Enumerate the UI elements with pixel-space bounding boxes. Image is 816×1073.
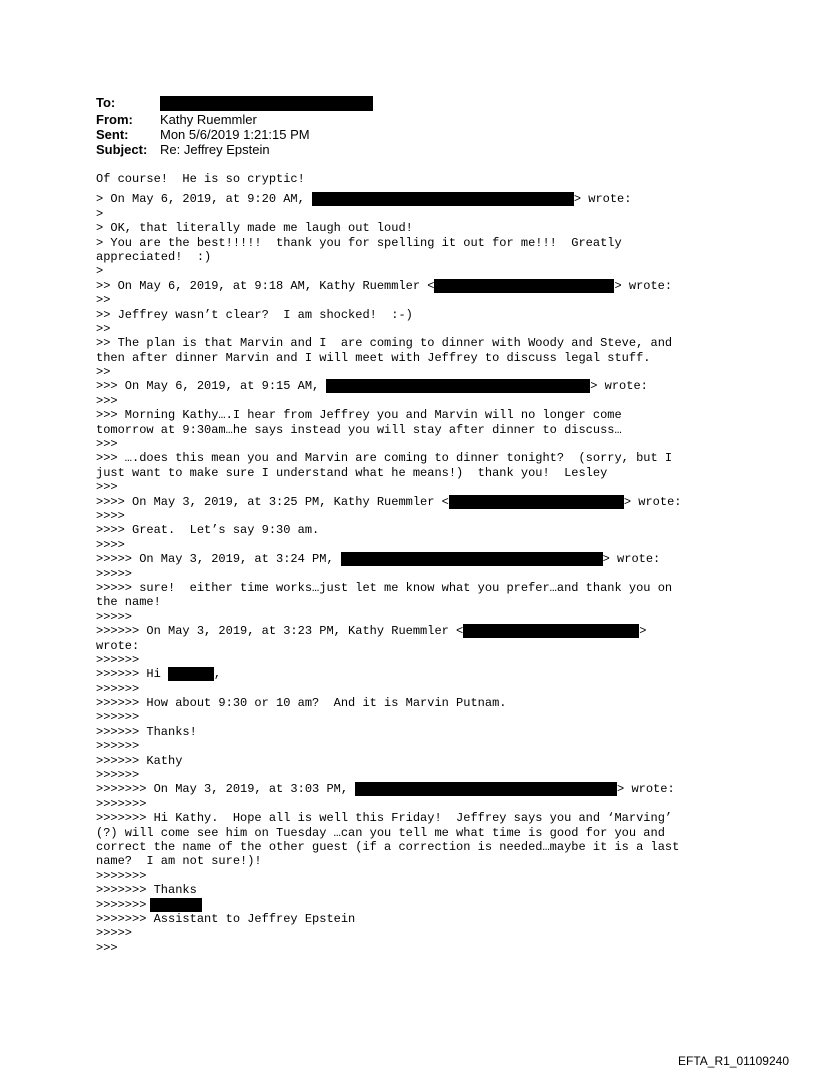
to-row xyxy=(96,95,373,111)
body-line: >>>>>> xyxy=(96,768,140,783)
sent-row xyxy=(96,127,310,143)
line-text: , xyxy=(213,667,222,682)
body-line: > xyxy=(96,206,104,221)
redaction-block xyxy=(341,552,603,566)
body-line: >>>>>> xyxy=(96,652,140,667)
redaction-block xyxy=(434,279,614,293)
line-text: > wrote: xyxy=(623,494,682,509)
line-text: > wrote: xyxy=(614,278,673,293)
redaction-block xyxy=(160,96,373,111)
body-line: >>>>>>> xyxy=(96,868,147,883)
subject-label: Subject: xyxy=(96,142,148,157)
body-line: >>> ….does this mean you and Marvin are coming to dinner tonight? (sorry, but I xyxy=(96,451,673,466)
body-line: >>> Morning Kathy….I hear from Jeffrey you and Marvin will no longer come xyxy=(96,408,622,423)
body-line: (?) will come see him on Tuesday …can you tell me what time is good for you and xyxy=(96,825,665,840)
body-line: wrote: xyxy=(96,638,140,653)
line-text: >> On May 6, 2019, at 9:18 AM, Kathy Ruemmler < xyxy=(96,278,435,293)
body-line: >>>>>>> Assistant to Jeffrey Epstein xyxy=(96,911,356,926)
line-text: >>> On May 6, 2019, at 9:15 AM, xyxy=(96,379,320,394)
body-line xyxy=(96,379,796,393)
body-line xyxy=(96,898,796,912)
body-line: >>>>>> xyxy=(96,681,140,696)
body-line: >>>>>> xyxy=(96,710,140,725)
redaction-block xyxy=(168,667,214,681)
body-line: >> Jeffrey wasn’t clear? I am shocked! :-) xyxy=(96,307,413,322)
line-text: > xyxy=(639,624,647,639)
body-line: >>>>>> Thanks! xyxy=(96,724,197,739)
line-text: >>>> On May 3, 2019, at 3:25 PM, Kathy Ruemmler < xyxy=(96,494,449,509)
body-line: appreciated! :) xyxy=(96,249,212,264)
body-line xyxy=(96,192,796,206)
line-text: > On May 6, 2019, at 9:20 AM, xyxy=(96,192,305,207)
body-line: >>>>> xyxy=(96,566,133,581)
body-line: tomorrow at 9:30am…he says instead you will stay after dinner to discuss… xyxy=(96,422,622,437)
line-text: >>>>>>> On May 3, 2019, at 3:03 PM, xyxy=(96,782,349,797)
body-line: >>>> xyxy=(96,537,125,552)
to-label: To: xyxy=(96,95,116,110)
body-line: >>> xyxy=(96,940,118,955)
body-line: > OK, that literally made me laugh out loud! xyxy=(96,221,413,236)
body-line: correct the name of the other guest (if a correction is needed…maybe it is a last xyxy=(96,839,680,854)
body-line: >>> xyxy=(96,437,118,452)
email-body xyxy=(96,172,796,955)
body-line: >>>> Great. Let’s say 9:30 am. xyxy=(96,523,320,538)
from-value: Kathy Ruemmler xyxy=(160,112,257,127)
body-line: >>>>>>> Thanks xyxy=(96,883,197,898)
from-label: From: xyxy=(96,112,133,127)
document-id: EFTA_R1_01109240 xyxy=(678,1054,789,1068)
body-line xyxy=(96,667,796,681)
body-line xyxy=(96,552,796,566)
body-line: >>>> xyxy=(96,508,125,523)
redaction-block xyxy=(449,495,624,509)
body-line: >>>>> sure! either time works…just let me know what you prefer…and thank you on xyxy=(96,580,673,595)
body-line: >> xyxy=(96,365,111,380)
line-text: >>>>>> On May 3, 2019, at 3:23 PM, Kathy Ruemmler < xyxy=(96,624,464,639)
line-text: >>>>>> Hi xyxy=(96,667,161,682)
subject-row xyxy=(96,142,270,158)
sent-value: Mon 5/6/2019 1:21:15 PM xyxy=(160,127,310,142)
body-line: just want to make sure I understand what he means!) thank you! Lesley xyxy=(96,465,608,480)
body-line xyxy=(96,495,796,509)
body-line: >> xyxy=(96,293,111,308)
redaction-block xyxy=(326,379,590,393)
sent-label: Sent: xyxy=(96,127,129,142)
redaction-block xyxy=(463,624,639,638)
line-text: >>>>>>> xyxy=(96,897,147,912)
body-line: the name! xyxy=(96,595,161,610)
from-row xyxy=(96,112,257,128)
line-text: > wrote: xyxy=(590,379,648,394)
body-line xyxy=(96,279,796,293)
body-line: >>>>> xyxy=(96,609,133,624)
body-line: name? I am not sure!)! xyxy=(96,854,262,869)
body-line: >>>>>>> Hi Kathy. Hope all is well this Friday! Jeffrey says you and ‘Marving’ xyxy=(96,811,673,826)
body-line xyxy=(96,782,796,796)
line-text: >>>>> On May 3, 2019, at 3:24 PM, xyxy=(96,552,334,567)
body-line: >>>>> xyxy=(96,926,133,941)
line-text: > wrote: xyxy=(573,192,632,207)
body-line: then after dinner Marvin and I will meet with Jeffrey to discuss legal stuff. xyxy=(96,350,651,365)
redaction-block xyxy=(355,782,617,796)
body-line: >> xyxy=(96,321,111,336)
body-line: >>> xyxy=(96,480,118,495)
subject-value: Re: Jeffrey Epstein xyxy=(160,142,270,157)
body-line: > xyxy=(96,264,104,279)
body-line: >> The plan is that Marvin and I are coming to dinner with Woody and Steve, and xyxy=(96,336,673,351)
body-line: >>> xyxy=(96,393,118,408)
body-line: Of course! He is so cryptic! xyxy=(96,172,305,186)
line-text: > wrote: xyxy=(602,552,661,567)
line-text: > wrote: xyxy=(617,782,675,797)
body-line: >>>>>> xyxy=(96,739,140,754)
body-line: >>>>>> Kathy xyxy=(96,753,183,768)
redaction-block xyxy=(150,898,202,912)
body-line: >>>>>>> xyxy=(96,796,147,811)
redaction-block xyxy=(312,192,574,206)
body-line: >>>>>> How about 9:30 or 10 am? And it is Marvin Putnam. xyxy=(96,696,507,711)
body-line: > You are the best!!!!! thank you for spelling it out for me!!! Greatly xyxy=(96,235,622,250)
body-line xyxy=(96,624,796,638)
